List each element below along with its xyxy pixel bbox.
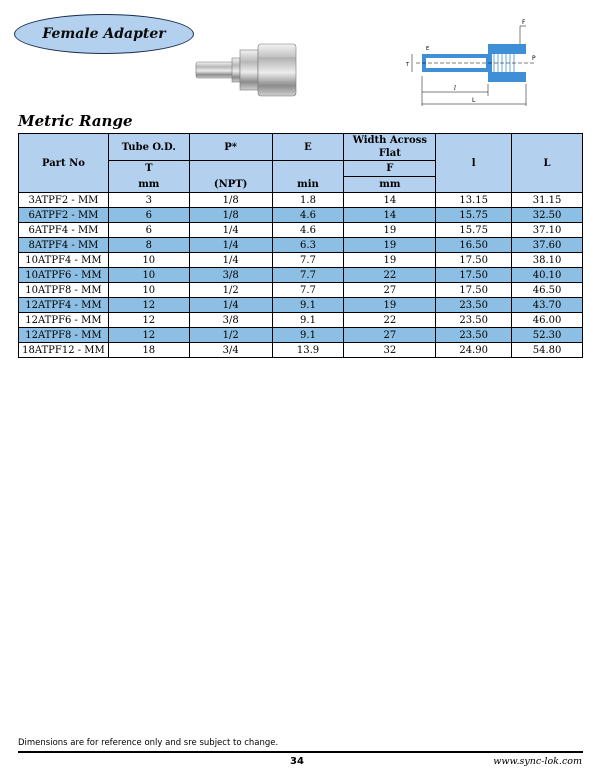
cell-l-large: 38.10 (512, 253, 583, 268)
table-row (19, 298, 583, 313)
cell-l-large: 37.60 (512, 238, 583, 253)
diagram-label-t: T (406, 62, 410, 68)
website-link[interactable]: www.sync-lok.com (493, 756, 582, 767)
cell-p: 1/4 (189, 298, 272, 313)
cell-waf: 19 (344, 238, 436, 253)
spec-table-body (19, 193, 583, 358)
diagram-label-e: E (426, 46, 430, 52)
cell-l-small: 23.50 (436, 328, 512, 343)
cell-l-small: 24.90 (436, 343, 512, 358)
cell-tube-od: 12 (108, 328, 189, 343)
cell-p: 3/4 (189, 343, 272, 358)
col-header-p-blank (189, 161, 272, 177)
cell-e: 4.6 (272, 223, 344, 238)
cell-tube-od: 3 (108, 193, 189, 208)
table-row (19, 283, 583, 298)
cell-waf: 14 (344, 208, 436, 223)
table-row (19, 193, 583, 208)
cell-part-no: 12ATPF8 - MM (19, 328, 109, 343)
col-header-tube-od: Tube O.D. (108, 134, 189, 161)
cell-part-no: 6ATPF2 - MM (19, 208, 109, 223)
cell-part-no: 10ATPF6 - MM (19, 268, 109, 283)
col-header-waf-unit: mm (344, 177, 436, 193)
cell-l-large: 46.00 (512, 313, 583, 328)
cell-e: 6.3 (272, 238, 344, 253)
cell-e: 9.1 (272, 313, 344, 328)
diagram-label-f: F (522, 19, 526, 26)
cell-e: 13.9 (272, 343, 344, 358)
cell-l-large: 32.50 (512, 208, 583, 223)
cell-waf: 19 (344, 253, 436, 268)
cell-l-small: 23.50 (436, 313, 512, 328)
cell-tube-od: 12 (108, 298, 189, 313)
cell-l-large: 46.50 (512, 283, 583, 298)
cell-waf: 32 (344, 343, 436, 358)
cell-waf: 22 (344, 313, 436, 328)
cell-e: 9.1 (272, 328, 344, 343)
cell-l-small: 17.50 (436, 253, 512, 268)
cell-p: 1/2 (189, 328, 272, 343)
cell-waf: 19 (344, 298, 436, 313)
cell-part-no: 12ATPF4 - MM (19, 298, 109, 313)
table-row (19, 238, 583, 253)
cell-l-large: 31.15 (512, 193, 583, 208)
col-header-l-small: l (436, 134, 512, 193)
cell-tube-od: 10 (108, 253, 189, 268)
col-header-p-unit: (NPT) (189, 177, 272, 193)
cell-waf: 22 (344, 268, 436, 283)
cell-e: 4.6 (272, 208, 344, 223)
cell-l-large: 37.10 (512, 223, 583, 238)
col-header-l-large: L (512, 134, 583, 193)
product-title-badge (14, 14, 194, 54)
cell-l-small: 13.15 (436, 193, 512, 208)
cell-tube-od: 10 (108, 283, 189, 298)
cell-waf: 19 (344, 223, 436, 238)
cell-tube-od: 10 (108, 268, 189, 283)
cell-e: 7.7 (272, 268, 344, 283)
cell-part-no: 12ATPF6 - MM (19, 313, 109, 328)
table-row (19, 223, 583, 238)
table-row (19, 343, 583, 358)
cell-p: 3/8 (189, 268, 272, 283)
table-row (19, 253, 583, 268)
table-row (19, 313, 583, 328)
product-photo (192, 34, 300, 104)
col-header-e-unit: min (272, 177, 344, 193)
cell-part-no: 8ATPF4 - MM (19, 238, 109, 253)
cell-l-small: 23.50 (436, 298, 512, 313)
cell-waf: 27 (344, 283, 436, 298)
diagram-label-p: P (532, 55, 536, 62)
cell-tube-od: 18 (108, 343, 189, 358)
dimension-diagram (402, 14, 542, 114)
page-number: 34 (290, 756, 304, 767)
cell-e: 7.7 (272, 283, 344, 298)
table-row (19, 208, 583, 223)
cell-tube-od: 12 (108, 313, 189, 328)
cell-e: 1.8 (272, 193, 344, 208)
cell-p: 1/4 (189, 238, 272, 253)
diagram-label-l: l (454, 85, 456, 92)
cell-p: 3/8 (189, 313, 272, 328)
footnote: Dimensions are for reference only and sre subject to change. (18, 738, 279, 748)
col-header-p: P* (189, 134, 272, 161)
cell-waf: 27 (344, 328, 436, 343)
table-row (19, 328, 583, 343)
cell-p: 1/2 (189, 283, 272, 298)
col-header-e-blank (272, 161, 344, 177)
product-title: Female Adapter (42, 26, 166, 42)
cell-part-no: 3ATPF2 - MM (19, 193, 109, 208)
cell-part-no: 10ATPF8 - MM (19, 283, 109, 298)
cell-p: 1/8 (189, 208, 272, 223)
col-header-waf: Width Across Flat (344, 134, 436, 161)
cell-tube-od: 6 (108, 223, 189, 238)
cell-e: 7.7 (272, 253, 344, 268)
cell-l-large: 43.70 (512, 298, 583, 313)
cell-part-no: 10ATPF4 - MM (19, 253, 109, 268)
cell-p: 1/4 (189, 253, 272, 268)
cell-waf: 14 (344, 193, 436, 208)
cell-l-small: 17.50 (436, 268, 512, 283)
spec-table (18, 133, 583, 358)
col-header-e: E (272, 134, 344, 161)
cell-l-small: 15.75 (436, 208, 512, 223)
table-row (19, 268, 583, 283)
cell-part-no: 18ATPF12 - MM (19, 343, 109, 358)
footer-rule (18, 751, 583, 753)
diagram-label-L: L (472, 97, 476, 104)
cell-p: 1/8 (189, 193, 272, 208)
cell-part-no: 6ATPF4 - MM (19, 223, 109, 238)
cell-l-large: 40.10 (512, 268, 583, 283)
col-header-tube-od-sym: T (108, 161, 189, 177)
cell-tube-od: 6 (108, 208, 189, 223)
cell-tube-od: 8 (108, 238, 189, 253)
cell-p: 1/4 (189, 223, 272, 238)
col-header-waf-sym: F (344, 161, 436, 177)
cell-l-large: 52.30 (512, 328, 583, 343)
section-title: Metric Range (18, 112, 133, 130)
cell-l-small: 17.50 (436, 283, 512, 298)
col-header-part-no: Part No (19, 134, 109, 193)
cell-l-small: 16.50 (436, 238, 512, 253)
cell-l-large: 54.80 (512, 343, 583, 358)
cell-e: 9.1 (272, 298, 344, 313)
col-header-tube-od-unit: mm (108, 177, 189, 193)
cell-l-small: 15.75 (436, 223, 512, 238)
